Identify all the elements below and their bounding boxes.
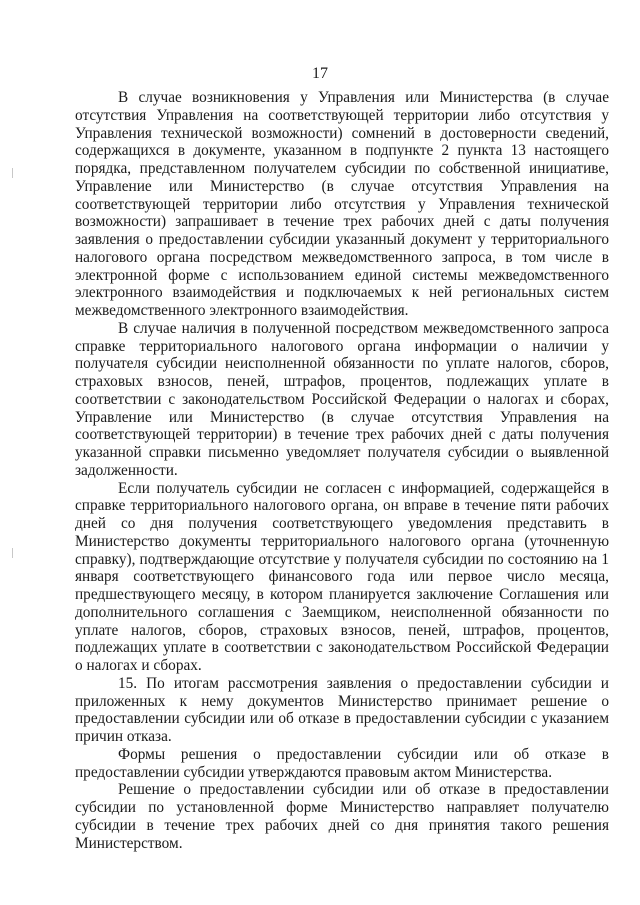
- paragraph-item-15-decision: 15. По итогам рассмотрения заявления о предоставлении субсидии и приложенных к нему документов Министерство принимает решение о предоставлении субсидии или об отказе в предоставлении субсидии с указанием причин отказа.: [75, 674, 609, 745]
- document-body: [75, 89, 609, 852]
- paragraph-decision-delivery: Решение о предоставлении субсидии или об отказе в предоставлении субсидии по установленной форме Министерство направляет получателю субсидии в течение трех рабочих дней со дня принятия такого решения Министерством.: [75, 781, 609, 852]
- page-number: 17: [312, 65, 328, 82]
- paragraph-disagreement: Если получатель субсидии не согласен с информацией, содержащейся в справке территориального налогового органа, он вправе в течение пяти рабочих дней со дня получения соответствующего уведомления представить в Министерство документы территориального налогового органа (уточненную справку), подтверждающие отсутствие у получателя субсидии по состоянию на 1 января соответствующего финансового года или первое число месяца, предшествующего месяцу, в котором планируется заключение Соглашения или дополнительного соглашения с Заемщиком, неисполненной обязанности по уплате налогов, сборов, страховых взносов, пеней, штрафов, процентов, подлежащих уплате в соответствии с законодательством Российской Федерации о налогах и сборах.: [75, 479, 609, 674]
- paragraph-decision-forms: Формы решения о предоставлении субсидии или об отказе в предоставлении субсидии утверждаются правовым актом Министерства.: [75, 745, 609, 781]
- paragraph-doubts-verification: В случае возникновения у Управления или Министерства (в случае отсутствия Управления на соответствующей территории либо отсутствия у Управления технической возможности) сомнений в достоверности сведений, содержащихся в документе, указанном в подпункте 2 пункта 13 настоящего порядка, представленном получателем субсидии по собственной инициативе, Управление или Министерство (в случае отсутствия Управления на соответствующей территории либо отсутствия у Управления технической возможности) запрашивает в течение трех рабочих дней с даты получения заявления о предоставлении субсидии указанный документ у территориального налогового органа посредством межведомственного запроса, в том числе в электронной форме с использованием единой системы межведомственного электронного взаимодействия и подключаемых к ней региональных систем межведомственного электронного взаимодействия.: [75, 89, 609, 319]
- scan-margin-mark: [12, 548, 13, 558]
- scan-margin-mark: [12, 168, 13, 178]
- paragraph-tax-debt-notice: В случае наличия в полученной посредством межведомственного запроса справке территориального налогового органа информации о наличии у получателя субсидии неисполненной обязанности по уплате налогов, сборов, страховых взносов, пеней, штрафов, процентов, подлежащих уплате в соответствии с законодательством Российской Федерации о налогах и сборах, Управление или Министерство (в случае отсутствия Управления на соответствующей территории) в течение трех рабочих дней с даты получения указанной справки письменно уведомляет получателя субсидии о выявленной задолженности.: [75, 319, 609, 479]
